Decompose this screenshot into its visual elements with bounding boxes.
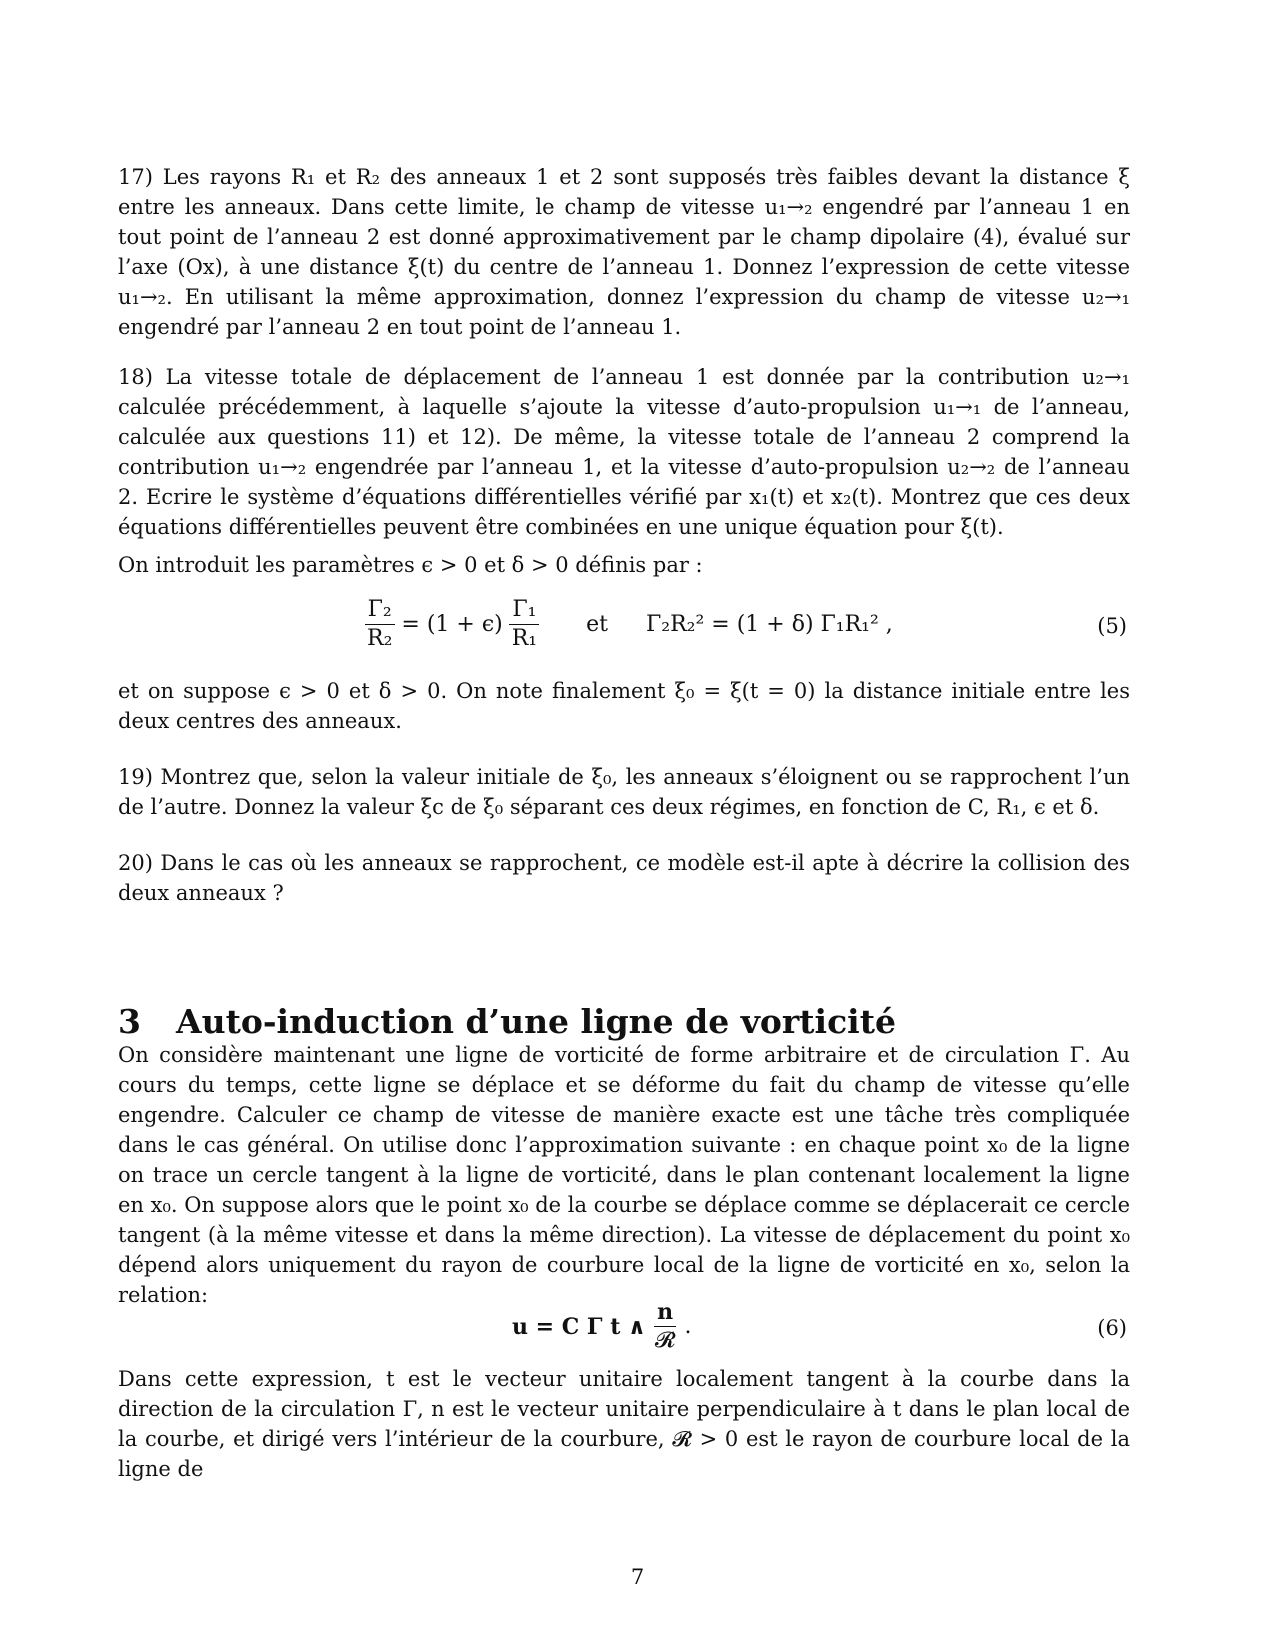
question-19 [118, 762, 1130, 822]
after-eq5-text: et on suppose ϵ > 0 et δ > 0. On note finalement ξ₀ = ξ(t = 0) la distance initiale entre les deux centres des anneaux. [118, 679, 1130, 733]
question-20-text: 20) Dans le cas où les anneaux se rapprochent, ce modèle est-il apte à décrire la collision des deux anneaux ? [118, 851, 1130, 905]
eq6-numerator: n [654, 1298, 676, 1327]
question-17-text: 17) Les rayons R₁ et R₂ des anneaux 1 et 2 sont supposés très faibles devant la distance ξ entre les anneaux. Dans cette limite, le champ de vitesse u₁→₂ engendré par l’anneau 1 en tout point de l’anneau 2 est donné approximativement par le champ dipolaire (4), évalué sur l’axe (Ox), à une distance ξ(t) du centre de l’anneau 1. Donnez l’expression de cette vitesse u₁→₂. En utilisant la même approximation, donnez l’expression du champ de vitesse u₂→₁ engendré par l’anneau 2 en tout point de l’anneau 1. [118, 165, 1130, 339]
question-18-text: 18) La vitesse totale de déplacement de l’anneau 1 est donnée par la contribution u₂→₁ calculée précédemment, à laquelle s’ajoute la vitesse d’auto-propulsion u₁→₁ de l’anneau, calculée aux questions 11) et 12). De même, la vitesse totale de l’anneau 2 comprend la contribution u₁→₂ engendrée par l’anneau 1, et la vitesse d’auto-propulsion u₂→₂ de l’anneau 2. Ecrire le système d’équations différentielles vérifié par x₁(t) et x₂(t). Montrez que ces deux équations différentielles peuvent être combinées en une unique équation pour ξ(t). [118, 365, 1130, 539]
eq5-frac2-denominator: R₁ [511, 626, 538, 651]
params-intro-text: On introduit les paramètres ϵ > 0 et δ > 0 définis par : [118, 553, 703, 577]
eq6-fraction [652, 1298, 679, 1355]
after-eq5 [118, 676, 1130, 736]
eq5-fraction-gamma1-r1 [509, 596, 540, 653]
eq6-tail: . [684, 1314, 692, 1339]
section-heading [118, 1002, 896, 1041]
question-19-text: 19) Montrez que, selon la valeur initiale de ξ₀, les anneaux s’éloignent ou se rapprochent l’un de l’autre. Donnez la valeur ξc de ξ₀ séparant ces deux régimes, en fonction de C, R₁, ϵ et δ. [118, 765, 1130, 819]
eq5-rhs: Γ₂R₂² = (1 + δ) Γ₁R₁² , [646, 612, 893, 637]
eq6-denominator: 𝓡 [654, 1328, 676, 1353]
question-18 [118, 362, 1130, 542]
equation-5 [358, 596, 893, 653]
section-title: Auto-induction d’une ligne de vorticité [176, 1002, 896, 1041]
section-3-body [118, 1040, 1130, 1310]
question-20 [118, 848, 1130, 908]
eq5-frac1-numerator: Γ₂ [365, 596, 395, 625]
eq6-lhs: u = C Γ t ∧ [512, 1313, 646, 1340]
page-number: 7 [630, 1565, 645, 1589]
equation-5-number: (5) [1097, 614, 1127, 638]
equation-6 [512, 1298, 691, 1355]
section-number: 3 [118, 1002, 141, 1041]
eq5-fraction-gamma2-r2 [364, 596, 395, 653]
eq5-middle: = (1 + ϵ) [401, 612, 503, 637]
after-eq6-text: Dans cette expression, t est le vecteur unitaire localement tangent à la courbe dans la direction de la circulation Γ, n est le vecteur unitaire perpendiculaire à t dans le plan local de la courbe, et dirigé vers l’intérieur de la courbure, 𝓡 > 0 est le rayon de courbure local de la ligne de [118, 1367, 1130, 1481]
after-eq6 [118, 1364, 1130, 1484]
equation-6-number: (6) [1097, 1316, 1127, 1340]
eq5-frac1-denominator: R₂ [367, 626, 393, 651]
eq5-frac2-numerator: Γ₁ [509, 596, 539, 625]
eq5-conjunction: et [586, 612, 608, 637]
section-3-body-text: On considère maintenant une ligne de vorticité de forme arbitraire et de circulation Γ. Au cours du temps, cette ligne se déplace et se déforme du fait du champ de vitesse qu’elle engendre. Calculer ce champ de vitesse de manière exacte est une tâche très compliquée dans le cas général. On utilise donc l’approximation suivante : en chaque point x₀ de la ligne on trace un cercle tangent à la ligne de vorticité, dans le plan contenant localement la ligne en x₀. On suppose alors que le point x₀ de la courbe se déplace comme se déplacerait ce cercle tangent (à la même vitesse et dans la même direction). La vitesse de déplacement du point x₀ dépend alors uniquement du rayon de courbure local de la ligne de vorticité en x₀, selon la relation: [118, 1043, 1130, 1307]
params-intro [118, 550, 1130, 580]
question-17 [118, 162, 1130, 342]
